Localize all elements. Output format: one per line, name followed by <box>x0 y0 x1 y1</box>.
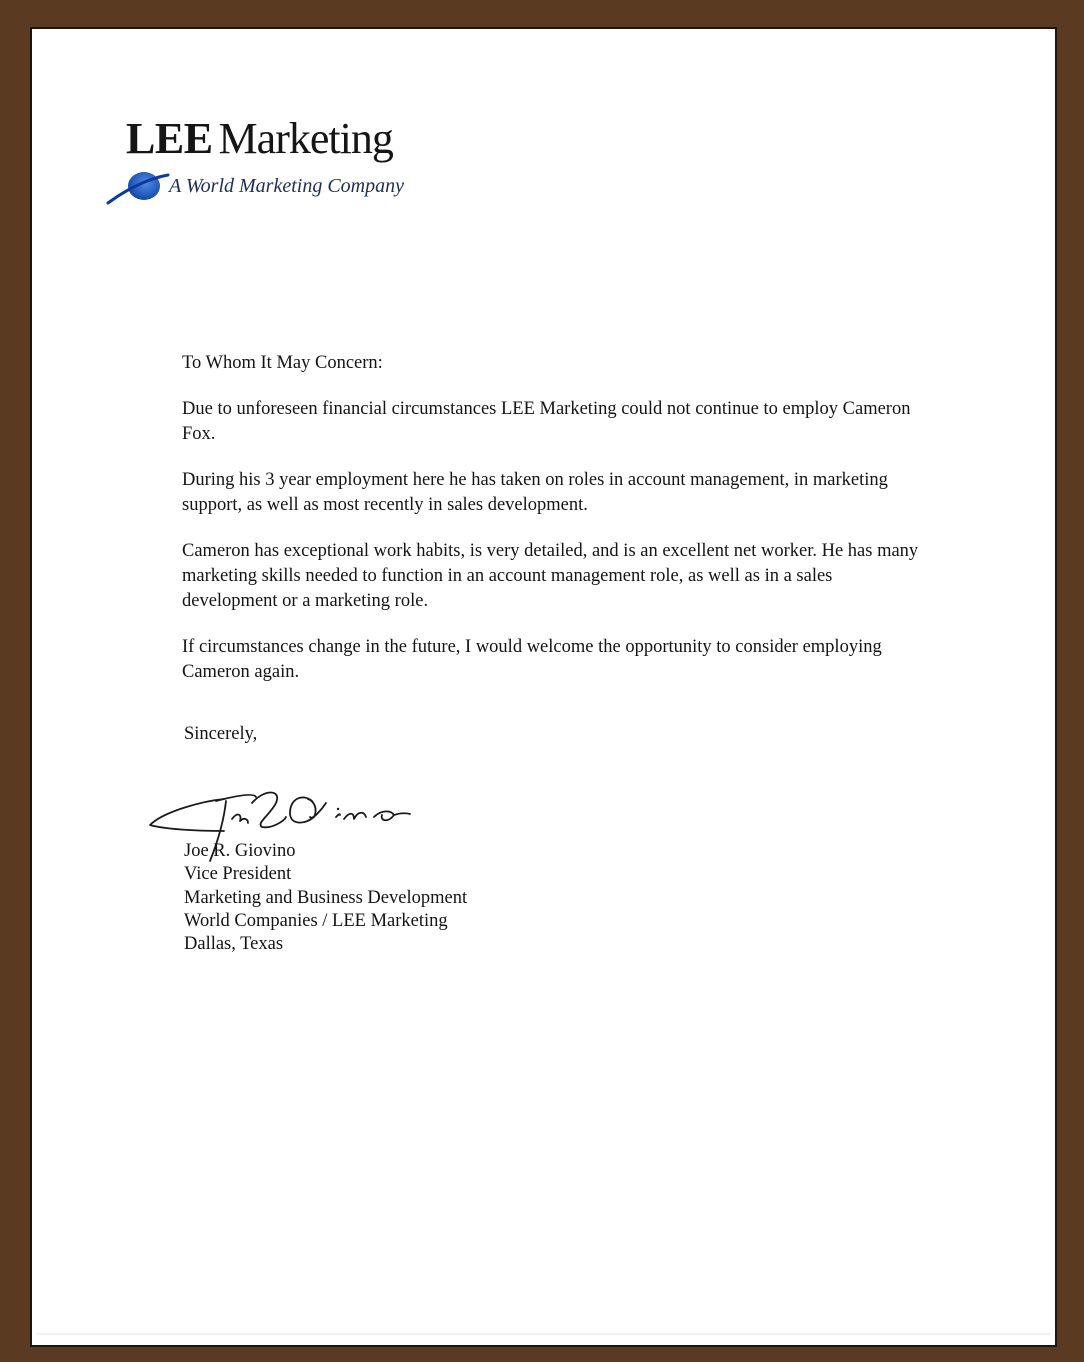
letter-body <box>182 351 922 706</box>
logo-marketing: Marketing <box>218 114 393 163</box>
salutation: To Whom It May Concern: <box>182 353 383 373</box>
closing: Sincerely, <box>184 724 258 744</box>
signer-location: Dallas, Texas <box>184 934 284 955</box>
signer-title: Vice President <box>184 864 292 885</box>
globe-icon <box>106 169 170 205</box>
paragraph-4: If circumstances change in the future, I would welcome the opportunity to consider employing Cameron again. <box>182 637 882 682</box>
signer-organization: World Companies / LEE Marketing <box>184 910 448 931</box>
letterhead <box>106 114 436 213</box>
scan-edge-line <box>36 1333 1051 1335</box>
paragraph-2: During his 3 year employment here he has taken on roles in account management, in marketing support, as well as most recently in sales development. <box>182 470 888 515</box>
company-tagline: A World Marketing Company <box>169 175 404 197</box>
letter-page <box>30 27 1057 1347</box>
signer-department: Marketing and Business Development <box>184 887 468 908</box>
company-logo-text <box>126 114 393 163</box>
paragraph-1: Due to unforeseen financial circumstances LEE Marketing could not continue to employ Cameron Fox. <box>182 399 911 444</box>
logo-lee: LEE <box>126 114 213 163</box>
paragraph-3: Cameron has exceptional work habits, is very detailed, and is an excellent net worker. He has many marketing skills needed to function in an account management role, as well as in a sales development or a marketing role. <box>182 541 919 611</box>
signer-name: Joe R. Giovino <box>184 841 296 861</box>
signature-block <box>184 840 467 956</box>
